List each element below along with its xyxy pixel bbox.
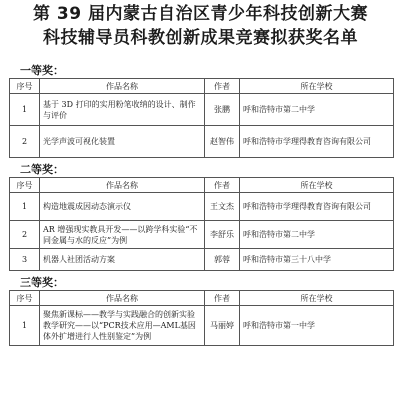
cell-school: 呼和浩特市学理得教育咨询有限公司 bbox=[240, 126, 394, 158]
header-no: 序号 bbox=[10, 291, 40, 306]
cell-no: 2 bbox=[10, 221, 40, 249]
table-row bbox=[10, 94, 394, 126]
table-row bbox=[10, 249, 394, 271]
third-prize-table bbox=[9, 290, 394, 346]
header-school: 所在学校 bbox=[240, 178, 394, 193]
cell-no: 2 bbox=[10, 126, 40, 158]
cell-name: 机器人社团活动方案 bbox=[40, 249, 205, 271]
cell-name: AR 增强现实教具开发——以跨学科实验“不同金属与水的反应”为例 bbox=[40, 221, 205, 249]
cell-name: 构造地震成因动态演示仪 bbox=[40, 193, 205, 221]
cell-school: 呼和浩特市第三十八中学 bbox=[240, 249, 394, 271]
table-header-row bbox=[10, 291, 394, 306]
first-prize-heading: 一等奖： bbox=[20, 64, 64, 77]
cell-name: 光学声波可视化装置 bbox=[40, 126, 205, 158]
cell-no: 1 bbox=[10, 306, 40, 346]
first-prize-table bbox=[9, 78, 394, 158]
cell-name: 基于 3D 打印的实用粉笔收纳的设计、制作与评价 bbox=[40, 94, 205, 126]
document-title-line2: 科技辅导员科教创新成果竞赛拟获奖名单 bbox=[43, 28, 358, 48]
table-header-row bbox=[10, 79, 394, 94]
cell-school: 呼和浩特市第二中学 bbox=[240, 221, 394, 249]
cell-author: 郭蓉 bbox=[205, 249, 240, 271]
second-prize-table bbox=[9, 177, 394, 271]
cell-author: 张鹏 bbox=[205, 94, 240, 126]
cell-school: 呼和浩特市第一中学 bbox=[240, 306, 394, 346]
cell-no: 3 bbox=[10, 249, 40, 271]
header-no: 序号 bbox=[10, 178, 40, 193]
cell-school: 呼和浩特市第二中学 bbox=[240, 94, 394, 126]
header-author: 作者 bbox=[205, 79, 240, 94]
table-row bbox=[10, 126, 394, 158]
table-row bbox=[10, 193, 394, 221]
header-school: 所在学校 bbox=[240, 291, 394, 306]
cell-author: 赵智伟 bbox=[205, 126, 240, 158]
cell-author: 马丽婷 bbox=[205, 306, 240, 346]
cell-name: 聚焦新课标——教学与实践融合的创新实验教学研究——以“PCR技术应用—AML基因体外扩增进行人性别鉴定”为例 bbox=[40, 306, 205, 346]
header-author: 作者 bbox=[205, 291, 240, 306]
cell-school: 呼和浩特市学理得教育咨询有限公司 bbox=[240, 193, 394, 221]
header-name: 作品名称 bbox=[40, 79, 205, 94]
cell-author: 李舒乐 bbox=[205, 221, 240, 249]
header-name: 作品名称 bbox=[40, 291, 205, 306]
cell-no: 1 bbox=[10, 193, 40, 221]
third-prize-heading: 三等奖： bbox=[20, 276, 64, 289]
cell-no: 1 bbox=[10, 94, 40, 126]
table-header-row bbox=[10, 178, 394, 193]
header-name: 作品名称 bbox=[40, 178, 205, 193]
second-prize-heading: 二等奖： bbox=[20, 163, 64, 176]
table-row bbox=[10, 306, 394, 346]
cell-author: 王文杰 bbox=[205, 193, 240, 221]
header-no: 序号 bbox=[10, 79, 40, 94]
table-row bbox=[10, 221, 394, 249]
header-school: 所在学校 bbox=[240, 79, 394, 94]
header-author: 作者 bbox=[205, 178, 240, 193]
document-title-line1: 第 39 届内蒙古自治区青少年科技创新大赛 bbox=[33, 4, 368, 24]
